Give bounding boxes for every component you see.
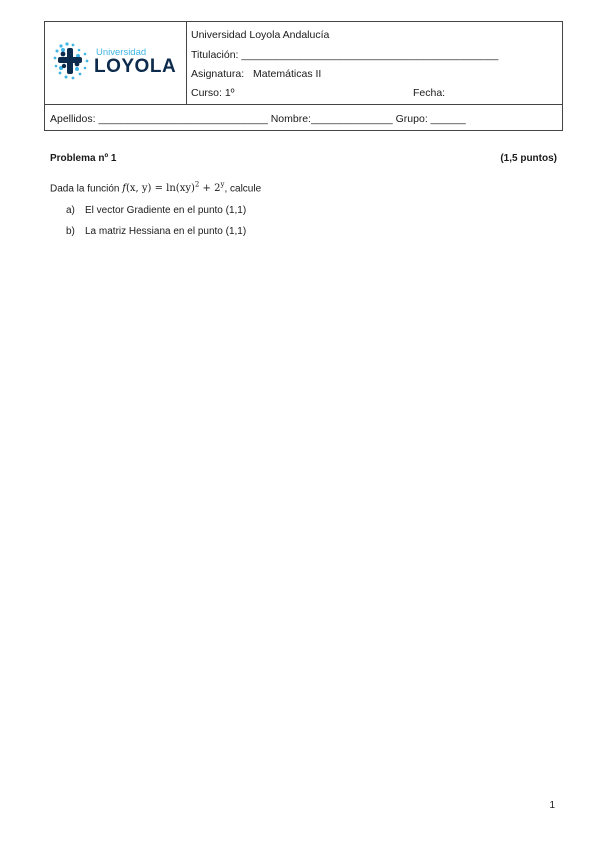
header-table	[44, 21, 563, 131]
problem-points: (1,5 puntos)	[500, 153, 557, 164]
asignatura-label: Asignatura:	[191, 68, 245, 80]
titulacion-field: Titulación: ____________________________________________	[191, 49, 499, 61]
problem-statement	[50, 181, 261, 194]
function-formula	[122, 183, 224, 194]
item-marker: b)	[66, 226, 75, 237]
logo-text-loyola: LOYOLA	[94, 56, 177, 77]
fecha-field: Fecha:	[413, 87, 446, 99]
university-name: Universidad Loyola Andalucía	[191, 29, 330, 41]
page-number: 1	[549, 800, 555, 811]
problem-item-b	[66, 226, 246, 237]
logo-text-universidad: Universidad	[96, 47, 147, 58]
formula-plus: + 2	[199, 183, 221, 195]
formula-args: (x, y) = ln(xy)	[125, 183, 195, 195]
statement-outro: , calcule	[224, 183, 262, 195]
asignatura-value: Matemáticas II	[253, 68, 322, 80]
statement-intro: Dada la función	[50, 183, 120, 195]
item-text: El vector Gradiente en el punto (1,1)	[85, 205, 247, 216]
item-text: La matriz Hessiana en el punto (1,1)	[85, 226, 247, 237]
formula-exp2: y	[220, 181, 225, 189]
curso-field: Curso: 1º	[191, 87, 235, 99]
problem-title: Problema nº 1	[50, 153, 117, 164]
header-info-cell	[187, 22, 562, 104]
header-row-divider	[45, 104, 562, 105]
university-logo-icon	[51, 40, 93, 82]
item-marker: a)	[66, 205, 75, 216]
asignatura-row	[191, 68, 321, 80]
formula-f: f	[122, 183, 126, 195]
student-info-line: Apellidos: _____________________________ Nombre:______________ Grupo: ______	[50, 113, 466, 125]
formula-exp1: 2	[194, 181, 200, 189]
logo-cell	[45, 22, 187, 104]
problem-item-a	[66, 205, 246, 216]
